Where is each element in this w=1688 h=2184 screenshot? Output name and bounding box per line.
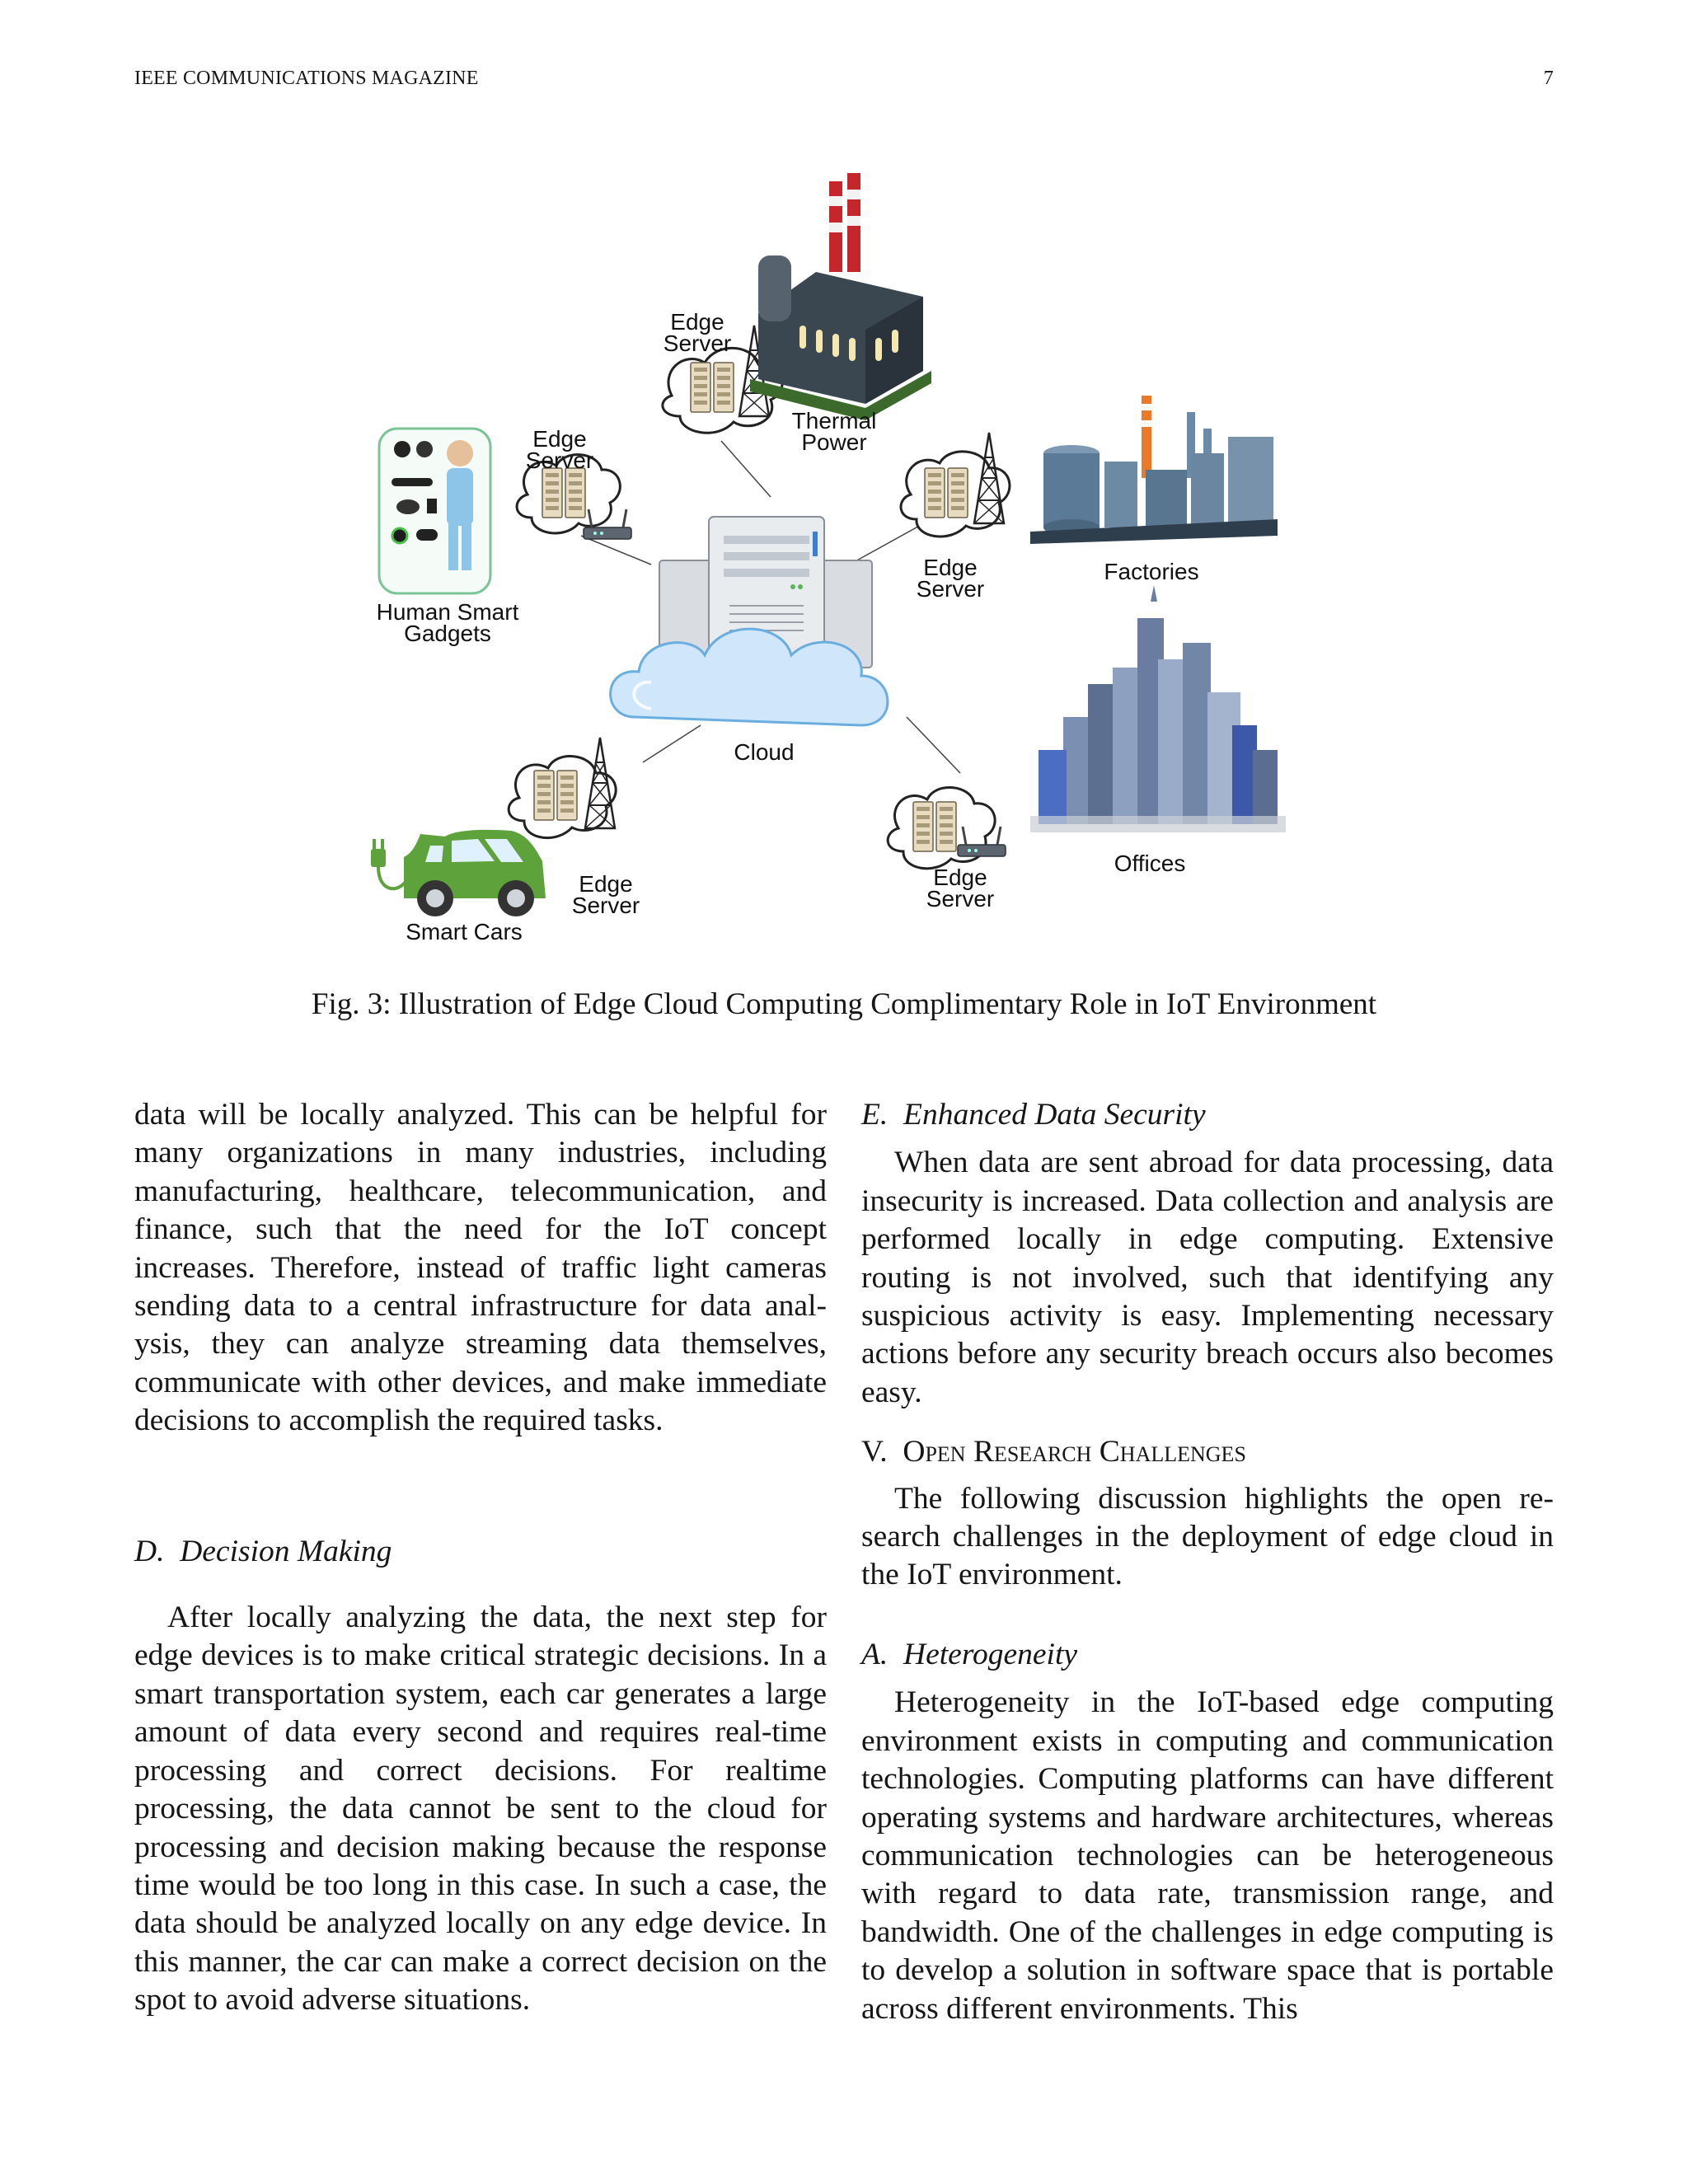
paragraph-decision-making: After locally analyzing the data, the next step for edge devices is to make critical strategic decisions. In a smart transportation system, each car generates a large amount of data every second and requires real-time processing and correct decisions. For realtime processing, the data cannot be sent to the cloud for processing and decision making because the response time would be too long in this case. In such a case, the data should be analyzed locally on any edge device. In this manner, the car can make a correct decision on the spot to avoid adverse situations. xyxy=(134,1601,827,2018)
edge-server-bottom-left xyxy=(509,738,616,838)
smart-car-illustration xyxy=(371,830,546,916)
label-edge-server-left-2: Server xyxy=(525,448,594,473)
label-edge-server-top-1: Edge xyxy=(670,309,724,335)
right-column xyxy=(861,1096,1554,2028)
subsection-title-enhanced-security: E. Enhanced Data Security xyxy=(861,1098,1206,1132)
label-thermal-2: Power xyxy=(801,429,867,455)
offices-illustration xyxy=(1030,585,1286,832)
paragraph-open-challenges: The following discussion highlights the open research challenges in the deployment of edge cloud in the IoT environment. xyxy=(861,1481,1554,1592)
paragraph-continuation: data will be locally analyzed. This can be helpful for many organizations in many industries, including manufacturing, healthcare, telecommunication, and finance, such that the need for the IoT concept increases. Therefore, instead of traffic light cameras sending data to a central infrastructure for data analysis, they can analyze streaming data themselves, communicate with other devices, and make immediate decisions to accomplish the required tasks. xyxy=(134,1098,827,1438)
subsection-title-heterogeneity: A. Heterogeneity xyxy=(861,1637,1078,1671)
label-edge-server-bottom-right-1: Edge xyxy=(933,865,987,890)
page-number: 7 xyxy=(1543,68,1554,89)
left-column xyxy=(134,1096,827,2020)
label-thermal-1: Thermal xyxy=(791,408,877,434)
label-edge-server-right-2: Server xyxy=(916,576,985,602)
edge-server-bottom-right xyxy=(888,787,1006,868)
section-title-open-challenges xyxy=(861,1433,1554,1471)
section-number: V. xyxy=(861,1435,888,1469)
label-factories: Factories xyxy=(1104,559,1199,584)
label-gadgets-1: Human Smart xyxy=(376,599,519,625)
factories-illustration xyxy=(1030,396,1278,544)
central-cloud-servers xyxy=(611,517,888,725)
label-edge-server-bottom-left-2: Server xyxy=(571,893,640,918)
label-edge-server-left-1: Edge xyxy=(532,426,587,452)
edge-server-right xyxy=(901,433,1010,537)
label-offices: Offices xyxy=(1114,851,1186,876)
paragraph-enhanced-security: When data are sent abroad for data processing, data insecurity is increased. Data collection and analysis are performed locally in edge computing. Extensive routing is not involved, such that identifying any suspicious activity is easy. Implementing necessary actions before any security breach occurs also becomes easy. xyxy=(861,1146,1554,1409)
subsection-title-decision-making: D. Decision Making xyxy=(134,1534,392,1568)
human-smart-gadgets xyxy=(379,429,490,593)
label-gadgets-2: Gadgets xyxy=(404,621,491,646)
paragraph-heterogeneity: Heterogeneity in the IoT-based edge computing environment exists in computing and communication technologies. Computing platforms can have different operating systems and hardware architectures, whereas communication technologies can be heterogeneous with regard to data rate, transmission range, and bandwidth. One of the challenges in edge computing is to develop a solution in software space that is portable across different environments. This xyxy=(861,1685,1554,2026)
section-title-text: Open Research Challenges xyxy=(903,1435,1246,1469)
label-edge-server-bottom-left-1: Edge xyxy=(579,871,633,897)
figure-edge-cloud-iot xyxy=(354,157,1343,972)
label-smart-cars: Smart Cars xyxy=(406,919,523,944)
figure-diagram xyxy=(354,157,1343,972)
label-cloud: Cloud xyxy=(734,739,795,765)
thermal-power-plant xyxy=(750,173,931,420)
figure-caption: Fig. 3: Illustration of Edge Cloud Computing Complimentary Role in IoT Environment xyxy=(311,987,1377,1021)
label-edge-server-bottom-right-2: Server xyxy=(926,886,995,912)
label-edge-server-top-2: Server xyxy=(663,330,732,356)
journal-name: IEEE COMMUNICATIONS MAGAZINE xyxy=(134,68,479,89)
label-edge-server-right-1: Edge xyxy=(923,555,978,580)
